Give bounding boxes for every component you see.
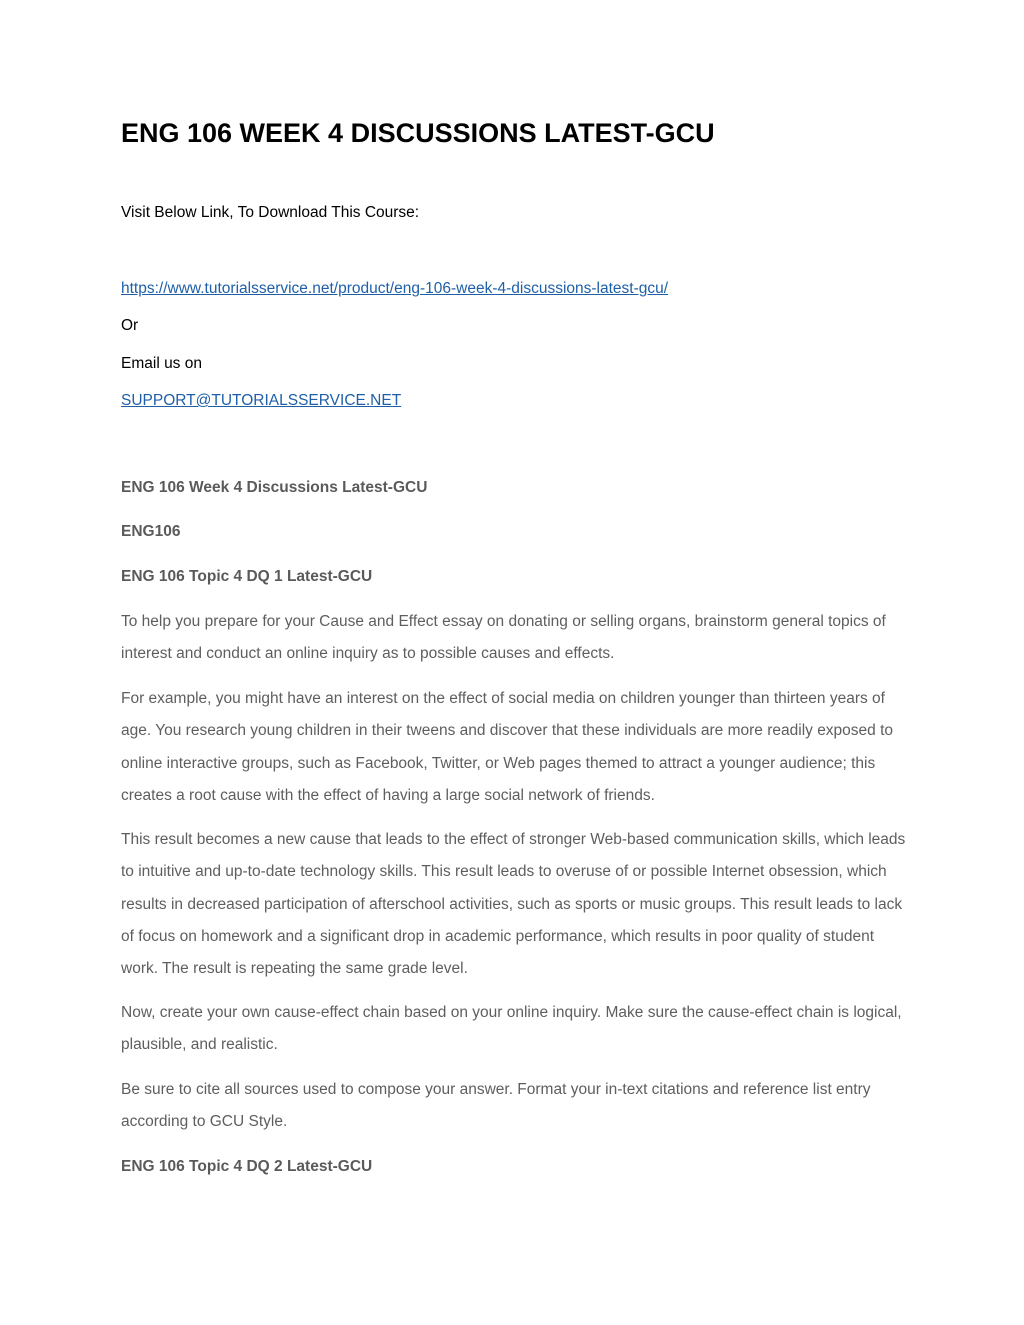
course-code: ENG106	[121, 523, 181, 540]
page-title: ENG 106 WEEK 4 DISCUSSIONS LATEST-GCU	[121, 118, 715, 148]
paragraph: This result becomes a new cause that leads to the effect of stronger Web-based communication skills, which leads to intuitive and up-to-date technology skills. This result leads to overuse of or possible Internet obsession, which results in decreased participation of afterschool activities, such as sports or music groups. This result leads to lack of focus on homework and a significant drop in academic performance, which results in poor quality of student work. The result is repeating the same grade level.	[121, 831, 906, 978]
paragraph: For example, you might have an interest on the effect of social media on children younger than thirteen years of age. You research young children in their tweens and discover that these individuals are more readily exposed to online interactive groups, such as Facebook, Twitter, or Web pages themed to attract a younger audience; this creates a root cause with the effect of having a large social network of friends.	[121, 690, 894, 804]
paragraph: To help you prepare for your Cause and Effect essay on donating or selling organs, brainstorm general topics of interest and conduct an online inquiry as to possible causes and effects.	[121, 613, 886, 663]
product-link[interactable]: https://www.tutorialsservice.net/product/eng-106-week-4-discussions-latest-gcu/	[121, 280, 669, 297]
email-link[interactable]: SUPPORT@TUTORIALSSERVICE.NET	[121, 392, 402, 409]
course-heading: ENG 106 Week 4 Discussions Latest-GCU	[121, 479, 428, 496]
visit-instruction: Visit Below Link, To Download This Course:	[121, 204, 420, 221]
dq1-heading: ENG 106 Topic 4 DQ 1 Latest-GCU	[121, 568, 373, 585]
email-prompt: Email us on	[121, 355, 202, 372]
or-text: Or	[121, 317, 139, 334]
paragraph: Be sure to cite all sources used to compose your answer. Format your in-text citations and reference list entry according to GCU Style.	[121, 1081, 871, 1131]
dq2-heading: ENG 106 Topic 4 DQ 2 Latest-GCU	[121, 1158, 373, 1175]
paragraph: Now, create your own cause-effect chain based on your online inquiry. Make sure the cause-effect chain is logical, plausible, and realistic.	[121, 1004, 902, 1054]
